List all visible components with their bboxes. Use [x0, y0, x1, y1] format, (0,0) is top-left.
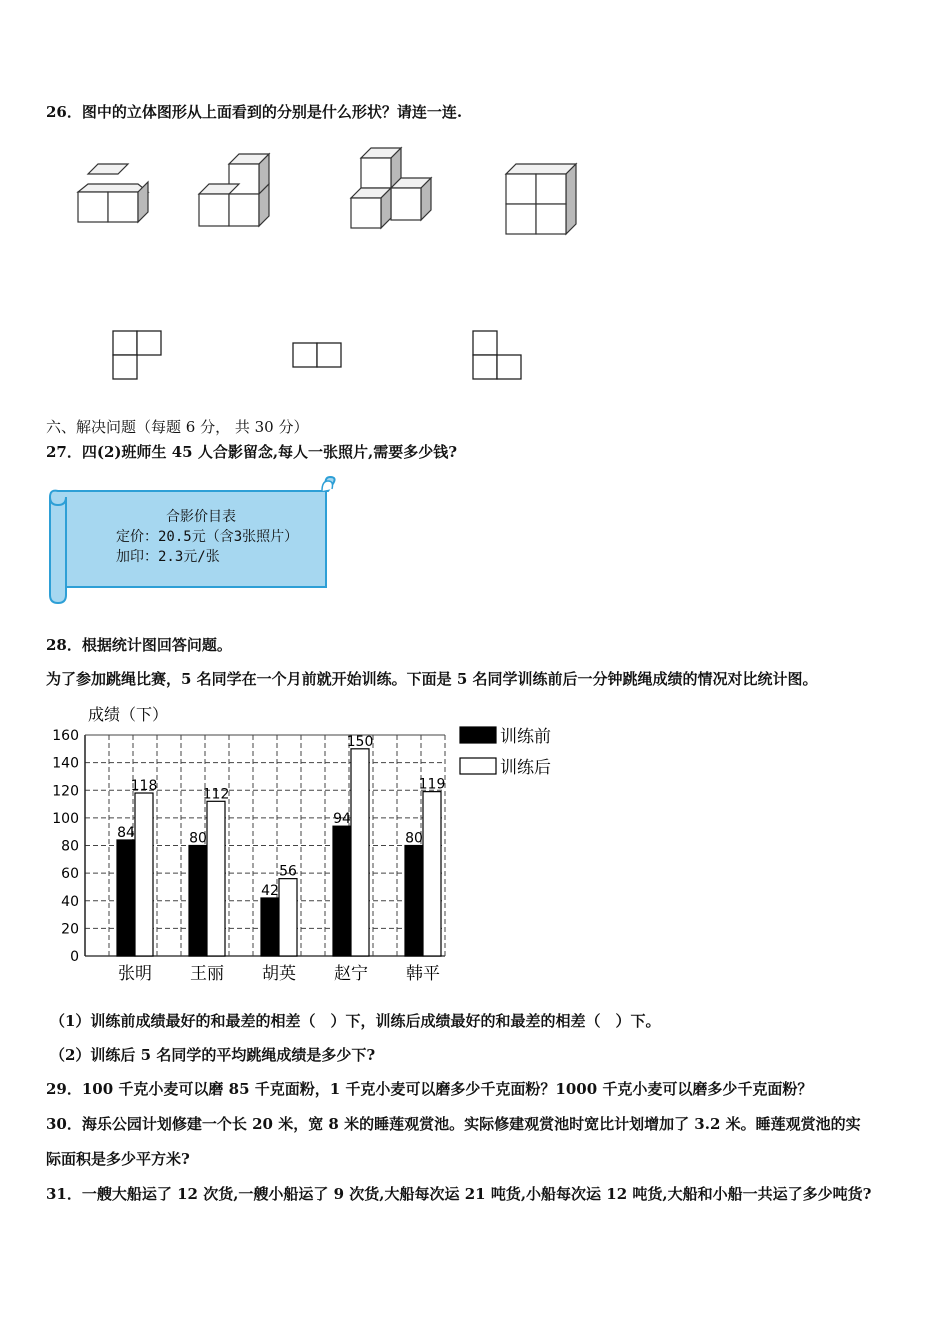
- y-tick-label: 40: [61, 893, 79, 910]
- y-tick-label: 20: [61, 921, 79, 938]
- bar-after: [279, 879, 297, 956]
- bar-after: [351, 749, 369, 956]
- top-view-3: [473, 331, 521, 379]
- q28-intro: 为了参加跳绳比赛，5 名同学在一个月前就开始训练。下面是 5 名同学训练前后一分钟跳绳成绩的情况对比统计图。: [46, 670, 818, 688]
- top-view-1: [113, 331, 161, 379]
- bar-after: [135, 793, 153, 956]
- x-tick-label: 韩平: [406, 964, 440, 984]
- data-label: 118: [130, 778, 158, 795]
- bar-before: [189, 846, 207, 957]
- x-tick-label: 张明: [118, 964, 152, 984]
- data-label: 112: [202, 786, 230, 803]
- bar-after: [207, 801, 225, 956]
- price-card-title: 合影价目表: [166, 509, 236, 525]
- solid-figure-2: [199, 154, 269, 226]
- x-tick-label: 赵宁: [334, 964, 368, 984]
- data-label: 80: [405, 830, 423, 847]
- legend-swatch: [460, 727, 496, 743]
- jump-rope-chart: [40, 700, 560, 990]
- data-label: 150: [346, 733, 374, 750]
- q30-line2: 际面积是多少平方米?: [46, 1150, 190, 1168]
- bar-before: [333, 826, 351, 956]
- q30-line1: 30．海乐公园计划修建一个长 20 米，宽 8 米的睡莲观赏池。实际修建观赏池时宽比计划增加了 3.2 米。睡莲观赏池的实: [46, 1115, 861, 1133]
- data-label: 119: [418, 776, 446, 793]
- y-tick-label: 80: [61, 838, 79, 855]
- legend-swatch: [460, 758, 496, 774]
- y-tick-label: 60: [61, 866, 79, 883]
- top-view-2: [293, 343, 341, 367]
- data-label: 56: [279, 863, 297, 880]
- solid-figure-1: [78, 164, 148, 222]
- bar-before: [117, 840, 135, 956]
- y-tick-label: 0: [70, 949, 79, 965]
- bar-before: [405, 846, 423, 957]
- price-card-line1: 定价：20.5元（含3张照片）: [116, 529, 299, 545]
- q27-text: 27．四(2)班师生 45 人合影留念,每人一张照片,需要多少钱?: [46, 443, 458, 461]
- legend-label: 训练前: [500, 727, 551, 747]
- q29-text: 29．100 千克小麦可以磨 85 千克面粉，1 千克小麦可以磨多少千克面粉？1000 千克小麦可以磨多少千克面粉？: [46, 1080, 813, 1098]
- q28-text: 28．根据统计图回答问题。: [46, 636, 232, 654]
- solid-figure-3: [351, 148, 431, 228]
- x-tick-label: 胡英: [262, 964, 296, 984]
- y-tick-label: 160: [52, 728, 79, 744]
- data-label: 42: [261, 882, 279, 899]
- data-label: 94: [333, 811, 351, 828]
- data-label: 84: [117, 824, 135, 841]
- q28-sub1: （1）训练前成绩最好的和最差的相差（ ）下，训练后成绩最好的和最差的相差（ ）下。: [50, 1012, 661, 1030]
- data-label: 80: [189, 830, 207, 847]
- q31-text: 31．一艘大船运了 12 次货,一艘小船运了 9 次货,大船每次运 21 吨货,小船每次运 12 吨货,大船和小船一共运了多少吨货?: [46, 1185, 872, 1203]
- bar-after: [423, 792, 441, 956]
- bar-before: [261, 898, 279, 956]
- solid-figure-4: [506, 164, 576, 234]
- y-tick-label: 100: [52, 810, 79, 827]
- y-tick-label: 120: [52, 783, 79, 800]
- x-tick-label: 王丽: [190, 964, 224, 984]
- y-tick-label: 140: [52, 755, 79, 772]
- y-axis-label: 成绩（下）: [88, 705, 169, 724]
- section-6-title: 六、解决问题（每题 6 分， 共 30 分）: [46, 418, 309, 436]
- legend-label: 训练后: [500, 758, 551, 778]
- q26-text: 26．图中的立体图形从上面看到的分别是什么形状？请连一连.: [46, 103, 463, 121]
- price-card-line2: 加印：2.3元/张: [116, 549, 220, 565]
- q28-sub2: （2）训练后 5 名同学的平均跳绳成绩是多少下?: [50, 1046, 376, 1064]
- solid-figures: [0, 140, 950, 390]
